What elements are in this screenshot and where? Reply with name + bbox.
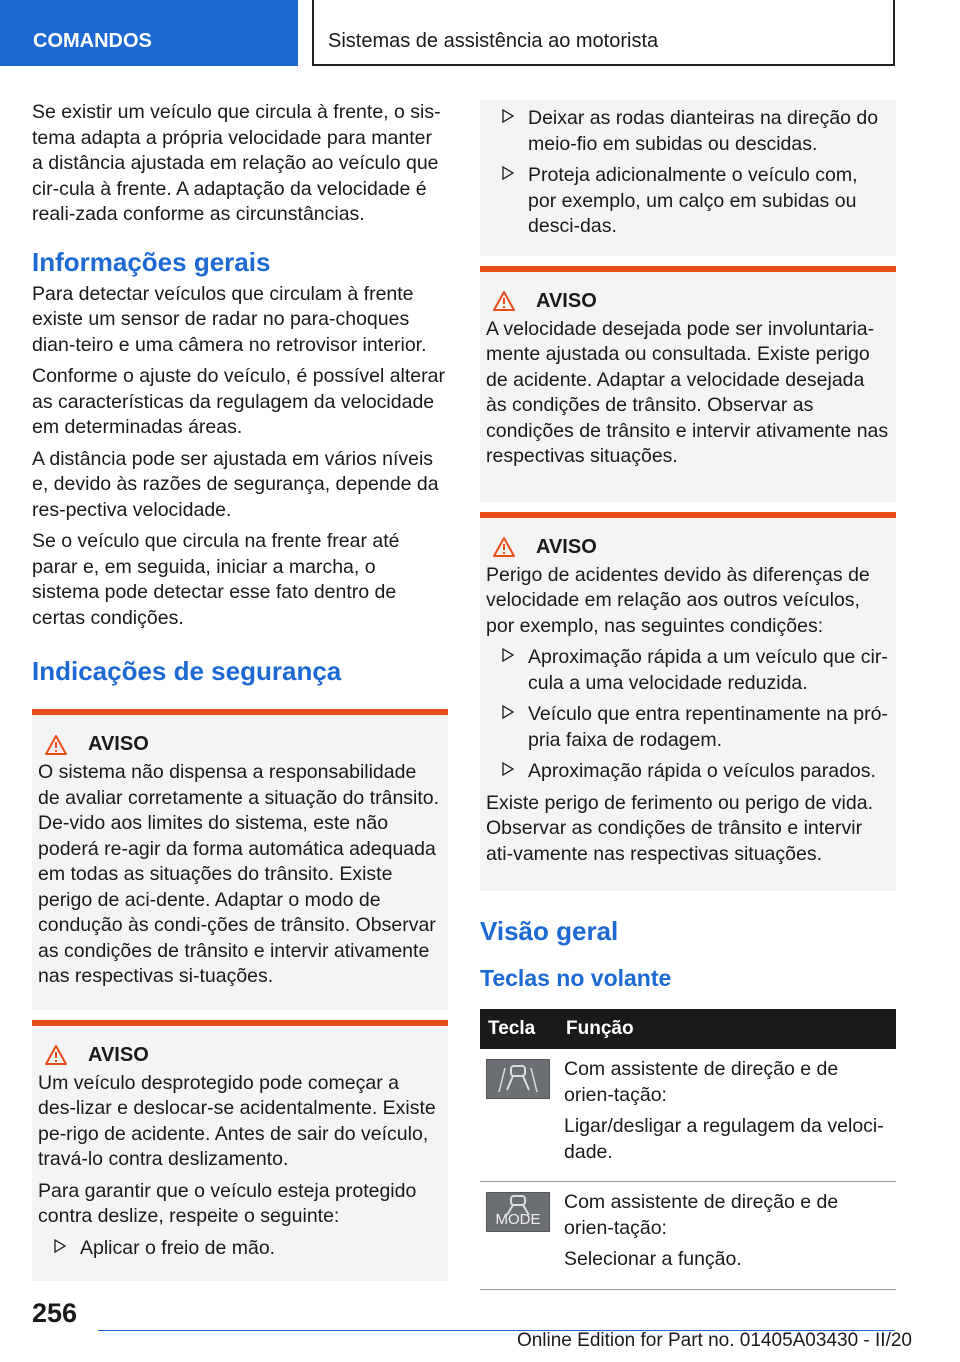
table-row <box>480 1049 896 1182</box>
warning-triangle-icon <box>44 1044 68 1066</box>
warning-title: AVISO <box>536 289 597 312</box>
continued-list-box <box>480 100 896 256</box>
warning-header <box>486 290 890 313</box>
warning-box-2 <box>32 1020 448 1282</box>
warning-triangle-icon <box>492 290 516 312</box>
page-number: 256 <box>32 1298 78 1328</box>
column-header-key: Tecla <box>480 1009 558 1049</box>
warning-text: A velocidade desejada pode ser involuntaria-mente ajustada ou consultada. Existe perigo de acidente. Adaptar a velocidade desejada às condições de trânsito. Observar as condições de trânsito e intervir ativamente nas respectivas situações. <box>486 317 889 467</box>
list-item: Aproximação rápida a um veículo que cir-cula a uma velocidade reduzida. <box>486 645 890 696</box>
info-paragraph-3: A distância pode ser ajustada em vários níveis e, devido às razões de segurança, depende da res-pectiva velocidade. <box>32 447 439 521</box>
list-item: Aproximação rápida o veículos parados. <box>486 759 890 785</box>
warning-box-4 <box>480 512 896 892</box>
function-cell: Com assistente de direção e de orien-tação: Selecionar a função. <box>558 1182 896 1290</box>
driver-assist-icon <box>486 1059 550 1099</box>
info-paragraph-2: Conforme o ajuste do veículo, é possível alterar as características da regulagem da velocidade em determinadas áreas. <box>32 365 445 438</box>
mode-label: MODE <box>495 1211 541 1228</box>
intro-paragraph: Se existir um veículo que circula à frente, o sis-tema adapta a própria velocidade para manter a distância ajustada em relação ao veículo que cir-cula à frente. A adaptação da velocidade é reali-zada conforme as circunstâncias. <box>32 101 441 225</box>
triangle-bullet-icon <box>502 166 514 180</box>
steering-assist-glyph <box>487 1060 549 1098</box>
triangle-bullet-icon <box>502 762 514 776</box>
warning-triangle-icon <box>44 734 68 756</box>
heading-overview: Visão geral <box>480 916 619 946</box>
warning-text: O sistema não dispensa a responsabilidade de avaliar corretamente a situação do trânsito. De-vido aos limites do sistema, este não poderá re-agir da forma automática adequada em todas as situações do trânsito. Existe perigo de aci-dente. Adaptar o modo de condução às condi-ções de trânsito. Observar as condições de trânsito e intervir ativamente nas respectivas si-tuações. <box>38 761 440 987</box>
edition-text: Online Edition for Part no. 01405A03430 - II/20 <box>516 1330 912 1351</box>
left-column <box>32 100 448 1281</box>
warning-box-1 <box>32 709 448 1010</box>
chapter-tab: COMANDOS <box>0 0 298 66</box>
warning-text: Para garantir que o veículo esteja protegido contra deslize, respeite o seguinte: <box>38 1179 417 1227</box>
warning-title: AVISO <box>536 535 597 558</box>
warning-text: Um veículo desprotegido pode começar a des-lizar e deslocar-se acidentalmente. Existe pe-rigo de acidente. Antes de sair do veículo, travá-lo contra deslizamento. <box>38 1071 436 1170</box>
warning-box-3 <box>480 266 896 502</box>
keys-table <box>480 1009 896 1290</box>
warning-title: AVISO <box>88 1043 149 1066</box>
triangle-bullet-icon <box>502 648 514 662</box>
warning-text: Existe perigo de ferimento ou perigo de vida. Observar as condições de trânsito e intervir ati-vamente nas respectivas situações. <box>486 791 873 865</box>
heading-safety: Indicações de segurança <box>32 656 342 686</box>
table-row <box>480 1182 896 1290</box>
info-paragraph-1: Para detectar veículos que circulam à frente existe um sensor de radar no para-choques dian-teiro e uma câmera no retrovisor interior. <box>32 282 427 356</box>
right-column <box>480 100 896 1290</box>
heading-steering-keys: Teclas no volante <box>480 965 672 991</box>
bullet-list <box>38 1236 442 1262</box>
warning-title: AVISO <box>88 733 149 755</box>
list-item: Proteja adicionalmente o veículo com, por exemplo, um calço em subidas ou desci-das. <box>486 163 890 240</box>
warning-header <box>38 1044 442 1067</box>
triangle-bullet-icon <box>502 705 514 719</box>
function-cell: Com assistente de direção e de orien-tação: Ligar/desligar a regulagem da veloci-dade. <box>558 1049 896 1182</box>
key-cell <box>480 1049 558 1182</box>
list-item: Aplicar o freio de mão. <box>38 1236 442 1262</box>
info-paragraph-4: Se o veículo que circula na frente frear até parar e, em seguida, iniciar a marcha, o sistema pode detectar esse fato dentro de certas condições. <box>32 530 400 629</box>
list-item: Veículo que entra repentinamente na pró-pria faixa de rodagem. <box>486 702 890 753</box>
heading-general-info: Informações gerais <box>32 246 271 277</box>
triangle-bullet-icon <box>502 109 514 123</box>
triangle-bullet-icon <box>54 1239 66 1253</box>
page-header <box>0 0 960 66</box>
driver-assist-mode-icon <box>486 1192 550 1232</box>
warning-header <box>486 536 890 559</box>
list-item: Deixar as rodas dianteiras na direção do meio-fio em subidas ou descidas. <box>486 106 890 157</box>
key-cell <box>480 1182 558 1290</box>
bullet-list <box>486 106 890 240</box>
warning-triangle-icon <box>492 536 516 558</box>
column-header-function: Função <box>558 1009 896 1049</box>
bullet-list <box>486 645 890 785</box>
warning-header <box>38 733 442 756</box>
table-header-row <box>480 1009 896 1049</box>
warning-text: Perigo de acidentes devido às diferenças de velocidade em relação aos outros veículos, por exemplo, nas seguintes condições: <box>486 563 870 637</box>
section-title: Sistemas de assistência ao motorista <box>312 0 895 66</box>
